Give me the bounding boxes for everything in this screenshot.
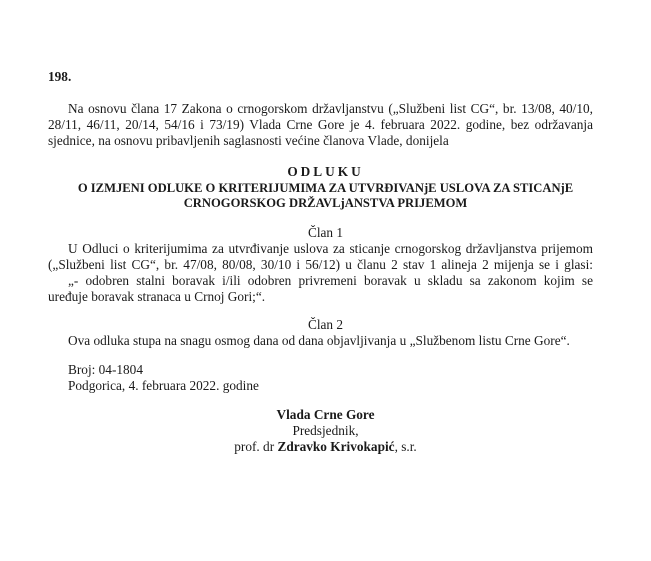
decision-subtitle-line-1: O IZMJENI ODLUKE O KRITERIJUMIMA ZA UTVRĐIVANjE USLOVA ZA STICANjE	[77, 181, 574, 195]
article-1-line-3: „- odobren stalni boravak i/ili odobren privremeni boravak u skladu sa zakonom kojim se	[68, 273, 593, 288]
article-1-line-1: U Odluci o kriterijumima za utvrđivanje uslova za sticanje crnogorskog državljanstva prijemom	[68, 241, 593, 256]
article-1-line-2: („Službeni list CG“, br. 47/08, 80/08, 30/10 i 56/12) u članu 2 stav 1 alineja 2 mijenja se i glasi:	[48, 257, 593, 272]
decision-subtitle-line-2: CRNOGORSKOG DRŽAVLjANSTVA PRIJEMOM	[183, 196, 468, 210]
preamble-line-2: 28/11, 46/11, 20/14, 54/16 i 73/19) Vlada Crne Gore je 4. februara 2022. godine, bez održavanja	[48, 117, 593, 132]
decision-number: 198.	[48, 69, 72, 84]
place-date: Podgorica, 4. februara 2022. godine	[68, 378, 259, 393]
decision-title: ODLUKU	[287, 164, 364, 179]
signature-name-prefix: prof. dr	[234, 439, 278, 454]
signature-body: Vlada Crne Gore	[276, 407, 375, 422]
signature-name: Zdravko Krivokapić	[277, 439, 395, 454]
reference-number: Broj: 04-1804	[68, 362, 143, 377]
preamble-line-3: sjednice, na osnovu pribavljenih saglasnosti većine članova Vlade, donijela	[48, 133, 449, 148]
article-2-line-1: Ova odluka stupa na snagu osmog dana od dana objavljivanja u „Službenom listu Crne Gore“.	[68, 333, 570, 348]
signature-name-suffix: , s.r.	[394, 439, 417, 454]
article-1-heading: Član 1	[307, 225, 344, 240]
article-2-heading: Član 2	[307, 317, 344, 332]
signature-role: Predsjednik,	[292, 423, 359, 438]
preamble-line-1: Na osnovu člana 17 Zakona o crnogorskom državljanstvu („Službeni list CG“, br. 13/08, 40/10,	[68, 101, 593, 116]
signature-line	[0, 439, 651, 455]
article-1-line-4: uređuje boravak stranaca u Crnoj Gori;“.	[48, 289, 266, 304]
